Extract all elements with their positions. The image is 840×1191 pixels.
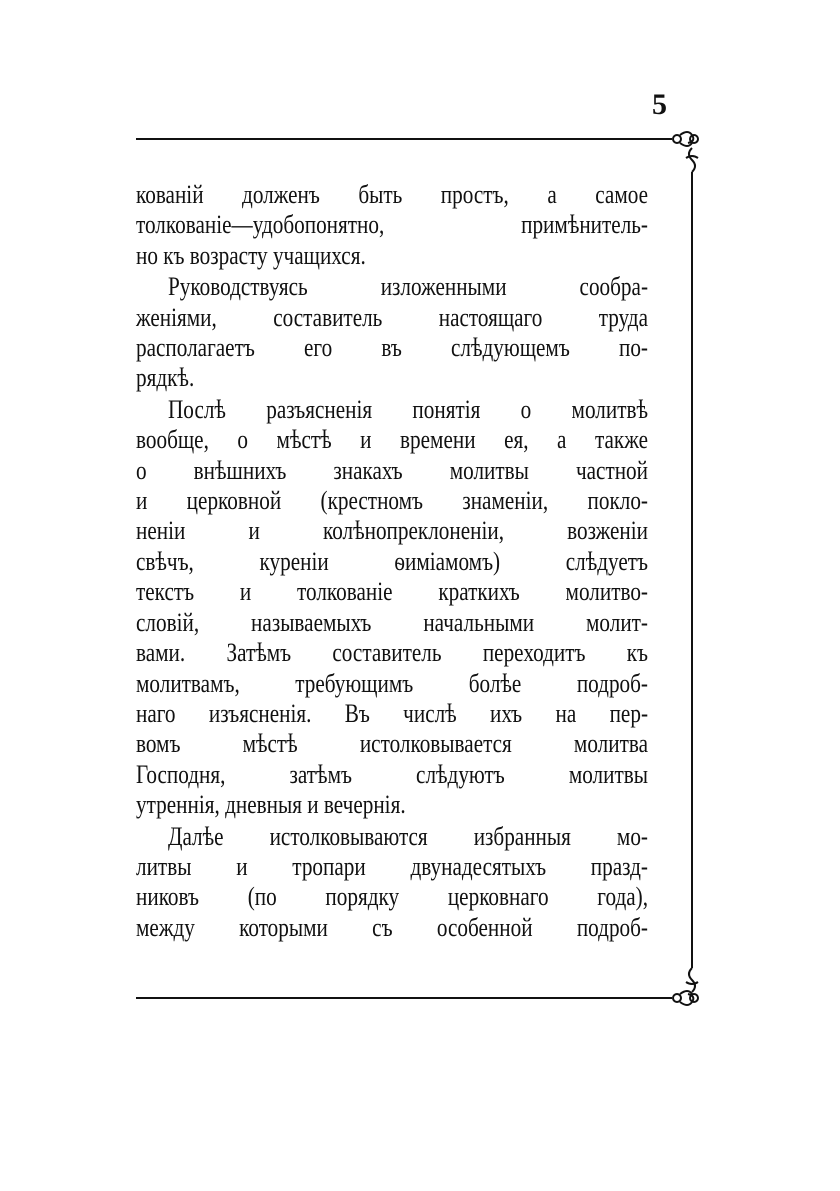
- text-line: кованій долженъ быть простъ, а самое: [136, 179, 648, 209]
- page-number: 5: [652, 88, 667, 121]
- paragraph-3: [136, 393, 648, 820]
- text-line: Далѣе истолковываются избранныя мо-: [168, 820, 648, 851]
- corner-ornament-bottom-icon: [655, 960, 698, 1005]
- text-line: утреннія, дневныя и вечернія.: [136, 789, 406, 820]
- text-line: наго изъясненія. Въ числѣ ихъ на пер-: [136, 697, 648, 728]
- corner-ornament-top-icon: [655, 132, 698, 180]
- text-line: вомъ мѣстѣ истолковывается молитва: [136, 728, 648, 759]
- text-line: вами. Затѣмъ составитель переходитъ къ: [136, 637, 648, 668]
- text-line: но къ возрасту учащихся.: [136, 239, 366, 270]
- text-line: свѣчъ, куреніи ѳиміамомъ) слѣдуетъ: [136, 545, 648, 576]
- body-text: [136, 178, 648, 942]
- text-line: и церковной (крестномъ знаменіи, покло-: [136, 485, 648, 516]
- text-line: неніи и колѣнопреклоненіи, возженіи: [136, 515, 648, 546]
- text-line: располагаетъ его въ слѣдующемъ по-: [136, 332, 648, 363]
- text-line: толкованіе—удобопонятно, примѣнитель-: [136, 209, 648, 240]
- text-line: вообще, о мѣстѣ и времени ея, а также: [136, 424, 648, 455]
- text-line: литвы и тропари двунадесятыхъ празд-: [136, 850, 648, 881]
- text-line: словій, называемыхъ начальными молит-: [136, 606, 648, 637]
- text-line: Послѣ разъясненія понятія о молитвѣ: [168, 393, 648, 424]
- paragraph-1: [136, 179, 648, 270]
- text-line: между которыми съ особенной подроб-: [136, 911, 648, 942]
- text-line: о внѣшнихъ знакахъ молитвы частной: [136, 454, 648, 485]
- text-line: женіями, составитель настоящаго труда: [136, 301, 648, 332]
- paragraph-4: [136, 820, 648, 943]
- text-line: никовъ (по порядку церковнаго года),: [136, 881, 648, 912]
- paragraph-2: [136, 271, 648, 393]
- text-line: рядкѣ.: [136, 362, 195, 393]
- text-line: Господня, затѣмъ слѣдуютъ молитвы: [136, 758, 648, 789]
- text-line: Руководствуясь изложенными сообра-: [168, 271, 648, 302]
- text-line: текстъ и толкованіе краткихъ молитво-: [136, 576, 648, 607]
- text-line: молитвамъ, требующимъ болѣе подроб-: [136, 667, 648, 698]
